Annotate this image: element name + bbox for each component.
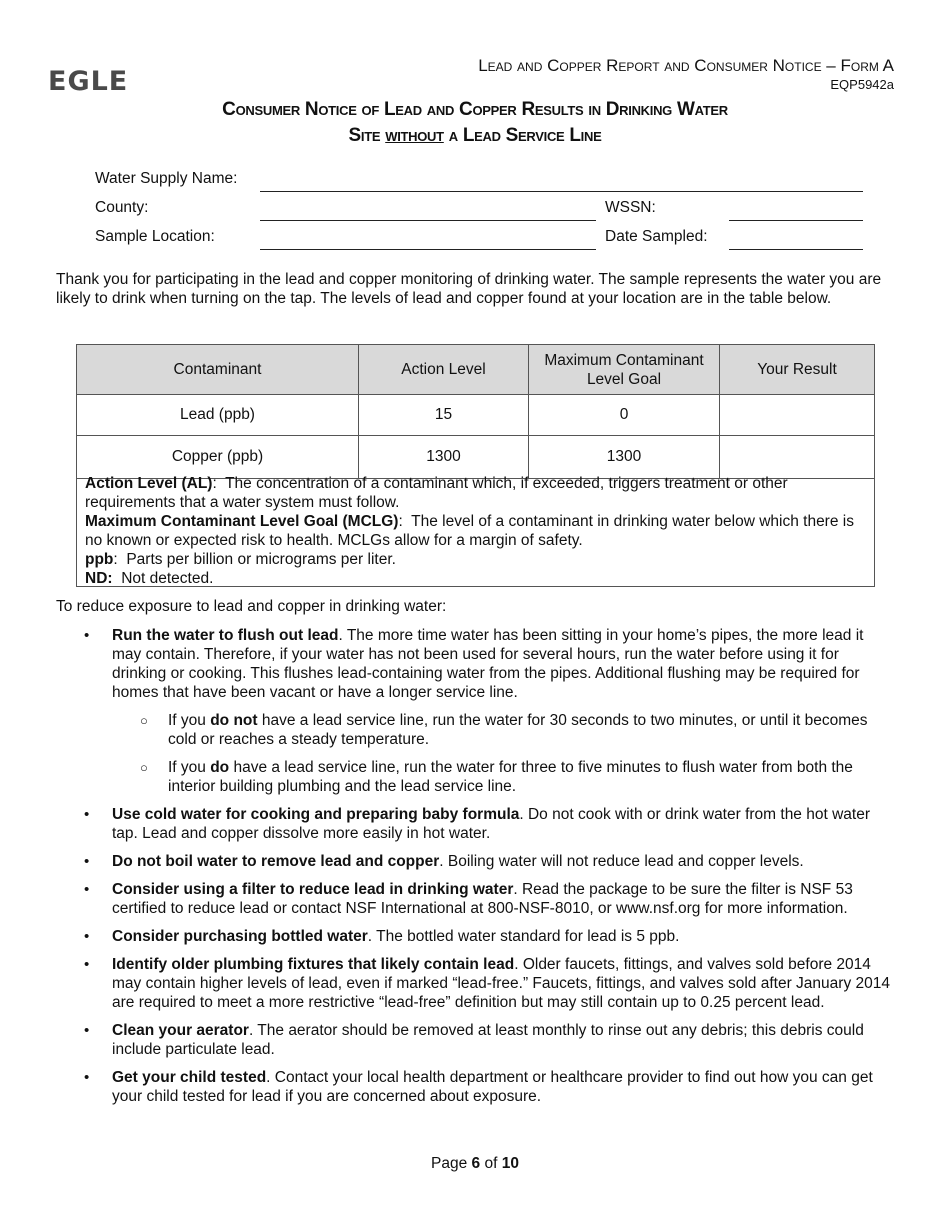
cell-your-result[interactable]	[720, 395, 875, 436]
cell-action-level: 1300	[359, 436, 529, 479]
date-sampled-label: Date Sampled:	[605, 228, 708, 245]
title-underlined-word: without	[385, 125, 444, 146]
circle-bullet-icon: ○	[140, 760, 148, 775]
table-header-row	[77, 345, 875, 395]
title-line-2-post: a Lead Service Line	[443, 125, 602, 146]
wssn-field[interactable]	[729, 220, 863, 221]
list-item: • Get your child tested. Contact your local health department or healthcare provider to find out how you can get your child tested for lead if you are concerned about exposure.	[84, 1069, 873, 1105]
definition-mclg: Maximum Contaminant Level Goal (MCLG): The level of a contaminant in drinking water below which there is no known or expected risk to health. MCLGs allow for a margin of safety.	[85, 513, 854, 549]
sample-location-field[interactable]	[260, 249, 596, 250]
list-item: • Identify older plumbing fixtures that likely contain lead. Older faucets, fittings, and valves sold before 2014 may contain higher levels of lead, even if marked “lead-free.” Faucets, fittings, and valves sold after January 2014 are required to meet a more restrictive “lead-free” definition but may still contain up to 0.25 percent lead.	[84, 956, 890, 1011]
cell-contaminant: Copper (ppb)	[77, 436, 359, 479]
wssn-label: WSSN:	[605, 199, 656, 216]
sub-list-item: ○ If you do not have a lead service line, run the water for 30 seconds to two minutes, or until it becomes cold or reaches a steady temperature.	[140, 712, 868, 748]
header-action-level: Action Level	[359, 345, 529, 395]
title-line-2	[0, 123, 950, 149]
list-item: • Clean your aerator. The aerator should be removed at least monthly to rinse out any debris; this debris could include particulate lead.	[84, 1022, 864, 1058]
bullet-icon: •	[84, 881, 90, 898]
header-mclg: Maximum Contaminant Level Goal	[529, 345, 720, 395]
results-table	[76, 344, 875, 479]
page-number: Page 6 of 10	[431, 1155, 519, 1172]
bullet-icon: •	[84, 806, 90, 823]
cell-contaminant: Lead (ppb)	[77, 395, 359, 436]
bullet-icon: •	[84, 627, 90, 644]
form-title: Lead and Copper Report and Consumer Notice – Form A	[478, 56, 894, 75]
title-line-2-pre: Site	[348, 125, 386, 146]
county-label: County:	[95, 199, 149, 216]
reduce-exposure-intro: To reduce exposure to lead and copper in drinking water:	[56, 598, 447, 615]
header-your-result: Your Result	[720, 345, 875, 395]
table-row	[77, 395, 875, 436]
bullet-icon: •	[84, 1069, 90, 1086]
title-line-1: Consumer Notice of Lead and Copper Results in Drinking Water	[222, 99, 728, 120]
circle-bullet-icon: ○	[140, 713, 148, 728]
definitions-box	[76, 473, 875, 587]
bullet-icon: •	[84, 1022, 90, 1039]
water-supply-name-field[interactable]	[260, 191, 863, 192]
sub-list-item: ○ If you do have a lead service line, run the water for three to five minutes to flush water from both the interior building plumbing and the lead service line.	[140, 759, 853, 795]
bullet-icon: •	[84, 853, 90, 870]
cell-mclg: 1300	[529, 436, 720, 479]
definition-nd: ND: Not detected.	[85, 570, 214, 587]
egle-logo: EGLE	[48, 66, 129, 97]
list-item: • Use cold water for cooking and preparing baby formula. Do not cook with or drink water from the hot water tap. Lead and copper dissolve more easily in hot water.	[84, 806, 870, 842]
list-item: • Run the water to flush out lead. The more time water has been sitting in your home’s pipes, the more lead it may contain. Therefore, if your water has not been used for several hours, run the water before using it for drinking or cooking. This flushes lead-containing water from the pipes. Additional flushing may be required for homes that have been vacant or have a longer service line. ○ If you do not have a lead service line, run the water for 30 seconds to two minutes, or until it becomes cold or reaches a steady temperature. ○ If you do have a lead service line, run the water for three to five minutes to flush water from both the interior building plumbing and the lead service line.	[84, 626, 896, 796]
bullet-icon: •	[84, 928, 90, 945]
definition-action-level: Action Level (AL): The concentration of a contaminant which, if exceeded, triggers treatment or other requirements that a water system must follow.	[85, 475, 788, 511]
date-sampled-field[interactable]	[729, 249, 863, 250]
intro-paragraph: Thank you for participating in the lead and copper monitoring of drinking water. The sample represents the water you are likely to drink when turning on the tap. The levels of lead and copper found at your location are in the table below.	[56, 271, 882, 307]
form-code: EQP5942a	[830, 77, 894, 92]
document-title	[0, 97, 950, 149]
water-supply-name-label: Water Supply Name:	[95, 170, 238, 187]
bullet-icon: •	[84, 956, 90, 973]
cell-action-level: 15	[359, 395, 529, 436]
list-item: • Do not boil water to remove lead and copper. Boiling water will not reduce lead and copper levels.	[84, 853, 804, 870]
sample-location-label: Sample Location:	[95, 228, 215, 245]
recommendations-list	[84, 626, 896, 1115]
cell-mclg: 0	[529, 395, 720, 436]
list-item: • Consider using a filter to reduce lead in drinking water. Read the package to be sure the filter is NSF 53 certified to reduce lead or contact NSF International at 800-NSF-8010, or www.nsf.org for more information.	[84, 881, 853, 917]
list-item: • Consider purchasing bottled water. The bottled water standard for lead is 5 ppb.	[84, 928, 680, 945]
header-contaminant: Contaminant	[77, 345, 359, 395]
county-field[interactable]	[260, 220, 596, 221]
definition-ppb: ppb: Parts per billion or micrograms per liter.	[85, 551, 396, 568]
